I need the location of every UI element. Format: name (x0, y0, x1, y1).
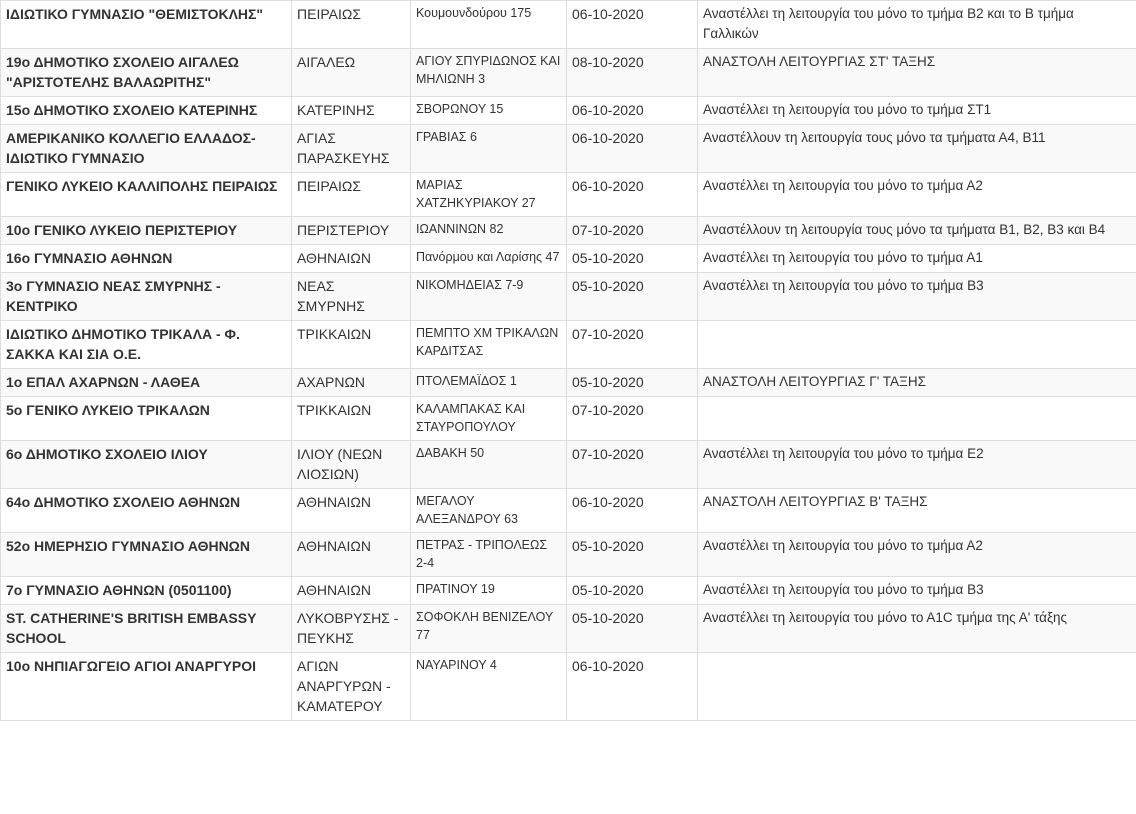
municipality-cell: ΤΡΙΚΚΑΙΩΝ (292, 397, 411, 441)
municipality-cell: ΛΥΚΟΒΡΥΣΗΣ - ΠΕΥΚΗΣ (292, 605, 411, 653)
municipality-cell: ΙΛΙΟΥ (ΝΕΩΝ ΛΙΟΣΙΩΝ) (292, 441, 411, 489)
school-name-cell: ΙΔΙΩΤΙΚΟ ΓΥΜΝΑΣΙΟ "ΘΕΜΙΣΤΟΚΛΗΣ" (1, 1, 292, 49)
municipality-cell: ΑΘΗΝΑΙΩΝ (292, 577, 411, 605)
note-cell: Αναστέλλουν τη λειτουργία τους μόνο τα τμήματα Β1, Β2, Β3 και Β4 (698, 217, 1136, 245)
table-row (1, 605, 1136, 653)
date-cell: 06-10-2020 (567, 653, 698, 721)
date-cell: 05-10-2020 (567, 369, 698, 397)
school-name-cell: ST. CATHERINE'S BRITISH EMBASSY SCHOOL (1, 605, 292, 653)
table-row (1, 577, 1136, 605)
table-row (1, 217, 1136, 245)
table-row (1, 273, 1136, 321)
municipality-cell: ΑΘΗΝΑΙΩΝ (292, 489, 411, 533)
municipality-cell: ΠΕΙΡΑΙΩΣ (292, 1, 411, 49)
note-cell: Αναστέλλει τη λειτουργία του μόνο το τμήμα Β3 (698, 273, 1136, 321)
school-name-cell: 6ο ΔΗΜΟΤΙΚΟ ΣΧΟΛΕΙΟ ΙΛΙΟΥ (1, 441, 292, 489)
note-cell: Αναστέλλει τη λειτουργία του μόνο το τμήμα ΣΤ1 (698, 97, 1136, 125)
table-row (1, 489, 1136, 533)
municipality-cell: ΝΕΑΣ ΣΜΥΡΝΗΣ (292, 273, 411, 321)
table-row (1, 397, 1136, 441)
school-name-cell: 52ο ΗΜΕΡΗΣΙΟ ΓΥΜΝΑΣΙΟ ΑΘΗΝΩΝ (1, 533, 292, 577)
date-cell: 05-10-2020 (567, 245, 698, 273)
school-name-cell: 3ο ΓΥΜΝΑΣΙΟ ΝΕΑΣ ΣΜΥΡΝΗΣ - ΚΕΝΤΡΙΚΟ (1, 273, 292, 321)
address-cell: ΚΑΛΑΜΠΑΚΑΣ ΚΑΙ ΣΤΑΥΡΟΠΟΥΛΟΥ (411, 397, 567, 441)
table-row (1, 653, 1136, 721)
date-cell: 06-10-2020 (567, 489, 698, 533)
date-cell: 07-10-2020 (567, 217, 698, 245)
municipality-cell: ΚΑΤΕΡΙΝΗΣ (292, 97, 411, 125)
table-row (1, 1, 1136, 49)
municipality-cell: ΠΕΡΙΣΤΕΡΙΟΥ (292, 217, 411, 245)
school-name-cell: ΑΜΕΡΙΚΑΝΙΚΟ ΚΟΛΛΕΓΙΟ ΕΛΛΑΔΟΣ-ΙΔΙΩΤΙΚΟ ΓΥΜΝΑΣΙΟ (1, 125, 292, 173)
table-body (1, 1, 1136, 721)
date-cell: 08-10-2020 (567, 49, 698, 97)
table-row (1, 173, 1136, 217)
municipality-cell: ΑΘΗΝΑΙΩΝ (292, 245, 411, 273)
address-cell: ΠΕΜΠΤΟ ΧΜ ΤΡΙΚΑΛΩΝ ΚΑΡΔΙΤΣΑΣ (411, 321, 567, 369)
table-row (1, 245, 1136, 273)
school-name-cell: ΓΕΝΙΚΟ ΛΥΚΕΙΟ ΚΑΛΛΙΠΟΛΗΣ ΠΕΙΡΑΙΩΣ (1, 173, 292, 217)
municipality-cell: ΑΓΙΑΣ ΠΑΡΑΣΚΕΥΗΣ (292, 125, 411, 173)
municipality-cell: ΑΧΑΡΝΩΝ (292, 369, 411, 397)
address-cell: ΣΟΦΟΚΛΗ ΒΕΝΙΖΕΛΟΥ 77 (411, 605, 567, 653)
address-cell: ΣΒΟΡΩΝΟΥ 15 (411, 97, 567, 125)
municipality-cell: ΑΘΗΝΑΙΩΝ (292, 533, 411, 577)
note-cell (698, 653, 1136, 721)
date-cell: 05-10-2020 (567, 533, 698, 577)
note-cell: ΑΝΑΣΤΟΛΗ ΛΕΙΤΟΥΡΓΙΑΣ ΣΤ' ΤΑΞΗΣ (698, 49, 1136, 97)
school-name-cell: 16ο ΓΥΜΝΑΣΙΟ ΑΘΗΝΩΝ (1, 245, 292, 273)
table-row (1, 49, 1136, 97)
municipality-cell: ΑΙΓΑΛΕΩ (292, 49, 411, 97)
note-cell: ΑΝΑΣΤΟΛΗ ΛΕΙΤΟΥΡΓΙΑΣ Β' ΤΑΞΗΣ (698, 489, 1136, 533)
school-name-cell: 5ο ΓΕΝΙΚΟ ΛΥΚΕΙΟ ΤΡΙΚΑΛΩΝ (1, 397, 292, 441)
address-cell: Πανόρμου και Λαρίσης 47 (411, 245, 567, 273)
address-cell: ΠΤΟΛΕΜΑΪΔΟΣ 1 (411, 369, 567, 397)
note-cell: Αναστέλλει τη λειτουργία του μόνο το τμήμα Α2 (698, 173, 1136, 217)
school-name-cell: 19ο ΔΗΜΟΤΙΚΟ ΣΧΟΛΕΙΟ ΑΙΓΑΛΕΩ "ΑΡΙΣΤΟΤΕΛΗΣ ΒΑΛΑΩΡΙΤΗΣ" (1, 49, 292, 97)
date-cell: 07-10-2020 (567, 397, 698, 441)
note-cell: ΑΝΑΣΤΟΛΗ ΛΕΙΤΟΥΡΓΙΑΣ Γ' ΤΑΞΗΣ (698, 369, 1136, 397)
note-cell: Αναστέλλει τη λειτουργία του μόνο το τμήμα Α2 (698, 533, 1136, 577)
address-cell: ΙΩΑΝΝΙΝΩΝ 82 (411, 217, 567, 245)
address-cell: ΠΡΑΤΙΝΟΥ 19 (411, 577, 567, 605)
note-cell: Αναστέλλει τη λειτουργία του μόνο το τμήμα Ε2 (698, 441, 1136, 489)
note-cell (698, 397, 1136, 441)
date-cell: 07-10-2020 (567, 321, 698, 369)
date-cell: 06-10-2020 (567, 125, 698, 173)
address-cell: ΓΡΑΒΙΑΣ 6 (411, 125, 567, 173)
school-name-cell: 15ο ΔΗΜΟΤΙΚΟ ΣΧΟΛΕΙΟ ΚΑΤΕΡΙΝΗΣ (1, 97, 292, 125)
note-cell: Αναστέλλουν τη λειτουργία τους μόνο τα τμήματα Α4, Β11 (698, 125, 1136, 173)
date-cell: 05-10-2020 (567, 577, 698, 605)
address-cell: ΔΑΒΑΚΗ 50 (411, 441, 567, 489)
municipality-cell: ΑΓΙΩΝ ΑΝΑΡΓΥΡΩΝ - ΚΑΜΑΤΕΡΟΥ (292, 653, 411, 721)
municipality-cell: ΤΡΙΚΚΑΙΩΝ (292, 321, 411, 369)
address-cell: ΜΑΡΙΑΣ ΧΑΤΖΗΚΥΡΙΑΚΟΥ 27 (411, 173, 567, 217)
note-cell: Αναστέλλει τη λειτουργία του μόνο το τμήμα Β2 και το Β τμήμα Γαλλικών (698, 1, 1136, 49)
school-name-cell: 7ο ΓΥΜΝΑΣΙΟ ΑΘΗΝΩΝ (0501100) (1, 577, 292, 605)
address-cell: ΑΓΙΟΥ ΣΠΥΡΙΔΩΝΟΣ ΚΑΙ ΜΗΛΙΩΝΗ 3 (411, 49, 567, 97)
date-cell: 07-10-2020 (567, 441, 698, 489)
address-cell: ΜΕΓΑΛΟΥ ΑΛΕΞΑΝΔΡΟΥ 63 (411, 489, 567, 533)
school-name-cell: ΙΔΙΩΤΙΚΟ ΔΗΜΟΤΙΚΟ ΤΡΙΚΑΛΑ - Φ. ΣΑΚΚΑ ΚΑΙ ΣΙΑ Ο.Ε. (1, 321, 292, 369)
school-name-cell: 10ο ΓΕΝΙΚΟ ΛΥΚΕΙΟ ΠΕΡΙΣΤΕΡΙΟΥ (1, 217, 292, 245)
school-name-cell: 10ο ΝΗΠΙΑΓΩΓΕΙΟ ΑΓΙΟΙ ΑΝΑΡΓΥΡΟΙ (1, 653, 292, 721)
address-cell: ΝΑΥΑΡΙΝΟΥ 4 (411, 653, 567, 721)
table-row (1, 441, 1136, 489)
date-cell: 06-10-2020 (567, 1, 698, 49)
table-row (1, 321, 1136, 369)
address-cell: Κουμουνδούρου 175 (411, 1, 567, 49)
table-row (1, 97, 1136, 125)
table-row (1, 125, 1136, 173)
school-name-cell: 1ο ΕΠΑΛ ΑΧΑΡΝΩΝ - ΛΑΘΕΑ (1, 369, 292, 397)
date-cell: 06-10-2020 (567, 97, 698, 125)
note-cell: Αναστέλλει τη λειτουργία του μόνο το Α1C τμήμα της Α' τάξης (698, 605, 1136, 653)
municipality-cell: ΠΕΙΡΑΙΩΣ (292, 173, 411, 217)
school-name-cell: 64ο ΔΗΜΟΤΙΚΟ ΣΧΟΛΕΙΟ ΑΘΗΝΩΝ (1, 489, 292, 533)
table-row (1, 533, 1136, 577)
note-cell (698, 321, 1136, 369)
note-cell: Αναστέλλει τη λειτουργία του μόνο το τμήμα Β3 (698, 577, 1136, 605)
table-row (1, 369, 1136, 397)
note-cell: Αναστέλλει τη λειτουργία του μόνο το τμήμα Α1 (698, 245, 1136, 273)
address-cell: ΠΕΤΡΑΣ - ΤΡΙΠΟΛΕΩΣ 2-4 (411, 533, 567, 577)
date-cell: 05-10-2020 (567, 605, 698, 653)
date-cell: 05-10-2020 (567, 273, 698, 321)
address-cell: ΝΙΚΟΜΗΔΕΙΑΣ 7-9 (411, 273, 567, 321)
date-cell: 06-10-2020 (567, 173, 698, 217)
